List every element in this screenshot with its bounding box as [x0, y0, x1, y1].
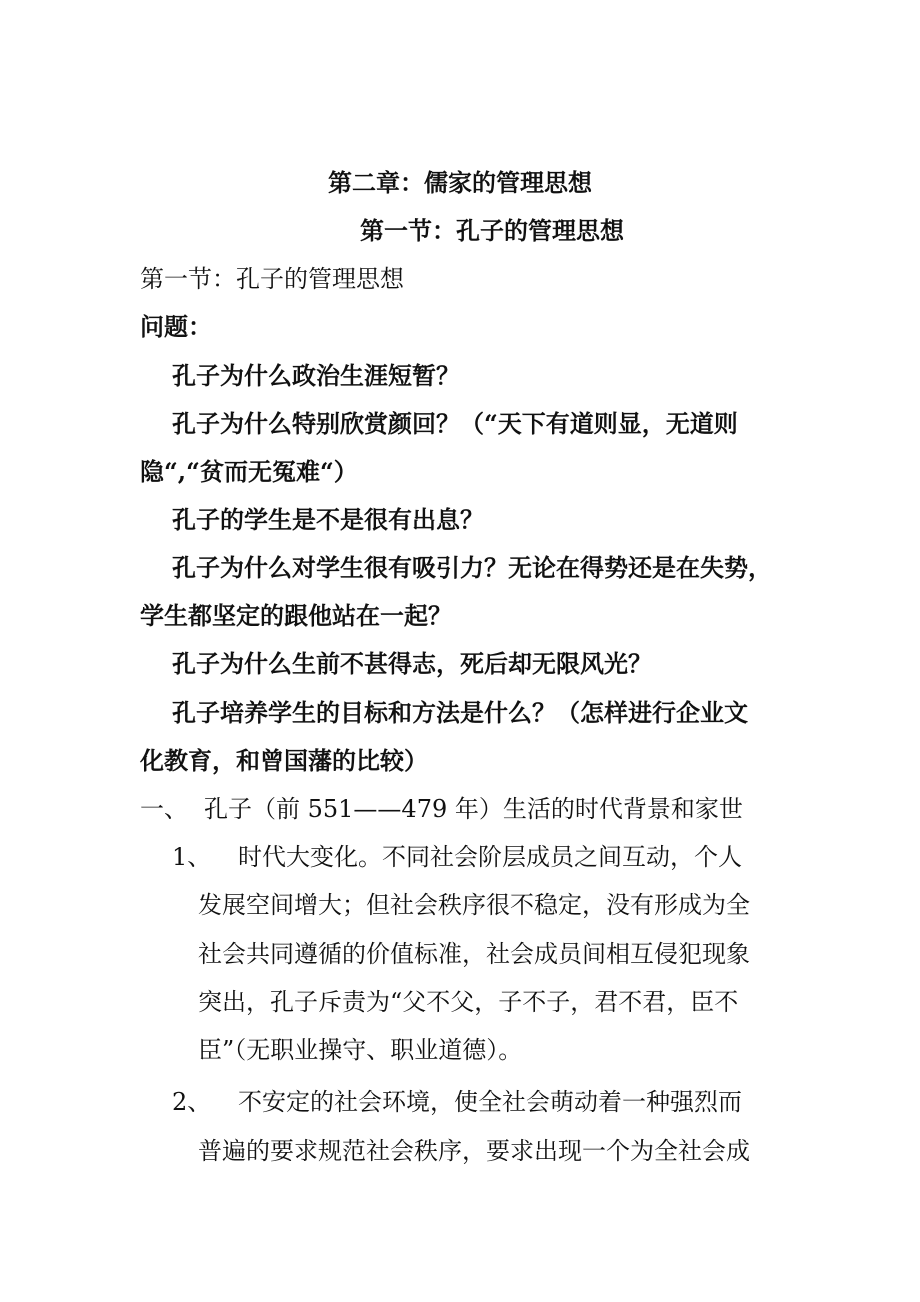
- item-text-line: 发展空间增大；但社会秩序很不稳定，没有形成为全: [198, 891, 750, 919]
- question-line: 隐“,“贫而无冤难“）: [140, 457, 358, 486]
- chapter-title: 第二章：儒家的管理思想: [328, 168, 592, 197]
- section-heading: 第一节：孔子的管理思想: [140, 265, 404, 293]
- part-title: 孔子（前 551——479 年）生活的时代背景和家世: [204, 795, 743, 823]
- item-text-line: 时代大变化。不同社会阶层成员之间互动，个人: [238, 843, 742, 871]
- item-marker: 1、: [172, 843, 212, 871]
- questions-label: 问题：: [140, 312, 212, 341]
- part-marker: 一、: [140, 795, 188, 823]
- question-line: 学生都坚定的跟他站在一起？: [140, 601, 452, 630]
- question-line: 孔子的学生是不是很有出息？: [172, 505, 484, 534]
- question-line: 化教育，和曾国藩的比较）: [140, 746, 428, 775]
- item-marker: 2、: [172, 1088, 212, 1116]
- item-text-line: 社会共同遵循的价值标准，社会成员间相互侵犯现象: [198, 940, 750, 968]
- question-line: 孔子为什么生前不甚得志，死后却无限风光？: [172, 649, 652, 678]
- section-title: 第一节：孔子的管理思想: [360, 216, 624, 245]
- item-text-line: 普遍的要求规范社会秩序，要求出现一个为全社会成: [198, 1137, 750, 1165]
- question-line: 孔子培养学生的目标和方法是什么？（怎样进行企业文: [172, 698, 748, 727]
- item-text-line: 不安定的社会环境，使全社会萌动着一种强烈而: [238, 1088, 742, 1116]
- item-text-line: 突出，孔子斥责为“父不父，子不子，君不君，臣不: [198, 988, 739, 1016]
- question-line: 孔子为什么特别欣赏颜回？（“天下有道则显，无道则: [172, 409, 738, 438]
- question-line: 孔子为什么政治生涯短暂？: [172, 361, 460, 390]
- item-text-line: 臣”（无职业操守、职业道德）。: [198, 1036, 523, 1064]
- question-line: 孔子为什么对学生很有吸引力？无论在得势还是在失势，: [172, 553, 772, 582]
